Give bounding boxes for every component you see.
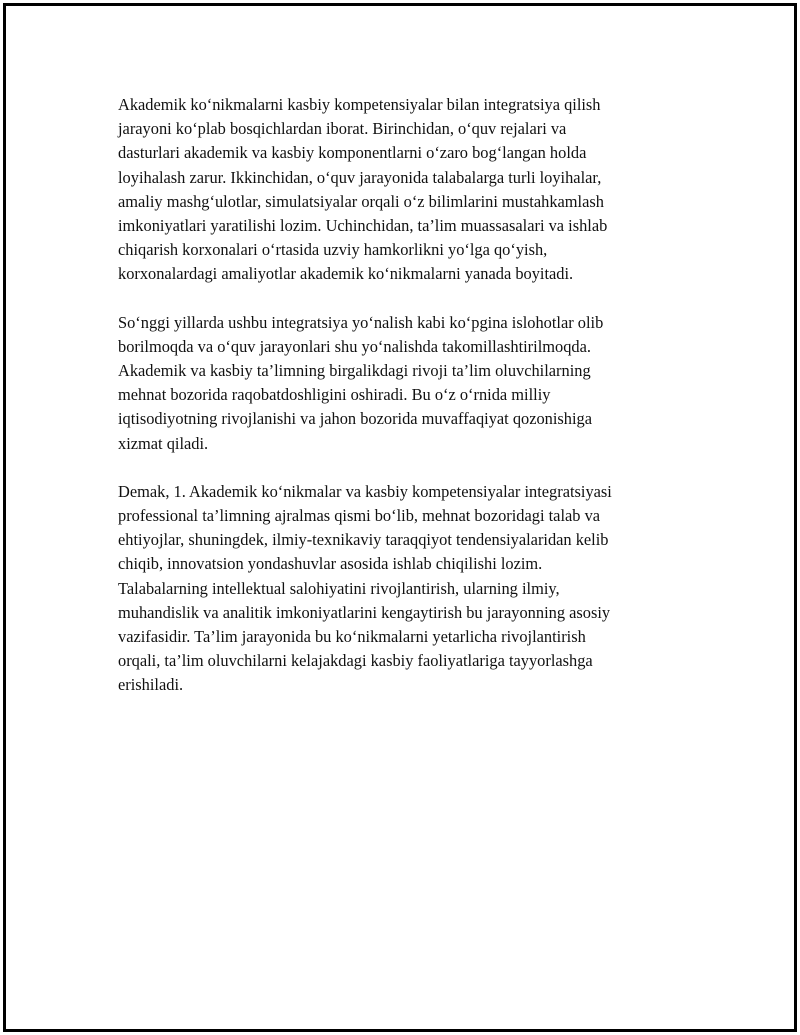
text-line: dasturlari akademik va kasbiy komponentlarni o‘zaro bog‘langan holda <box>118 143 587 163</box>
text-line: muhandislik va analitik imkoniyatlarini kengaytirish bu jarayonning asosiy <box>118 602 611 622</box>
text-line: vazifasidir. Ta’lim jarayonida bu ko‘nikmalarni yetarlicha rivojlantirish <box>118 627 586 647</box>
text-line: chiqib, innovatsion yondashuvlar asosida ishlab chiqilishi lozim. <box>118 554 543 574</box>
document-body <box>118 93 683 722</box>
text-line: borilmoqda va o‘quv jarayonlari shu yo‘nalishda takomillashtirilmoqda. <box>118 336 591 356</box>
paragraph-2 <box>118 311 683 456</box>
text-line: Demak, 1. Akademik ko‘nikmalar va kasbiy kompetensiyalar integratsiyasi <box>118 481 612 501</box>
text-line: xizmat qiladi. <box>118 433 209 453</box>
text-line: korxonalardagi amaliyotlar akademik ko‘nikmalarni yanada boyitadi. <box>118 264 574 284</box>
text-line: ehtiyojlar, shuningdek, ilmiy-texnikaviy taraqqiyot tendensiyalaridan kelib <box>118 530 609 550</box>
text-line: jarayoni ko‘plab bosqichlardan iborat. Birinchidan, o‘quv rejalari va <box>118 119 567 139</box>
paragraph-3 <box>118 480 683 698</box>
text-line: erishiladi. <box>118 675 184 695</box>
text-line: Akademik va kasbiy ta’limning birgalikdagi rivoji ta’lim oluvchilarning <box>118 361 591 381</box>
text-line: So‘nggi yillarda ushbu integratsiya yo‘nalish kabi ko‘pgina islohotlar olib <box>118 312 604 332</box>
text-line: loyihalash zarur. Ikkinchidan, o‘quv jarayonida talabalarga turli loyihalar, <box>118 167 602 187</box>
text-line: amaliy mashg‘ulotlar, simulatsiyalar orqali o‘z bilimlarini mustahkamlash <box>118 191 604 211</box>
text-line: mehnat bozorida raqobatdoshligini oshiradi. Bu o‘z o‘rnida milliy <box>118 385 551 405</box>
text-line: Akademik ko‘nikmalarni kasbiy kompetensiyalar bilan integratsiya qilish <box>118 95 601 114</box>
text-line: chiqarish korxonalari o‘rtasida uzviy hamkorlikni yo‘lga qo‘yish, <box>118 240 548 260</box>
text-line: Talabalarning intellektual salohiyatini rivojlantirish, ularning ilmiy, <box>118 578 560 598</box>
text-line: professional ta’limning ajralmas qismi bo‘lib, mehnat bozoridagi talab va <box>118 506 601 526</box>
text-line: orqali, ta’lim oluvchilarni kelajakdagi kasbiy faoliyatlariga tayyorlashga <box>118 651 593 671</box>
paragraph-1 <box>118 93 683 287</box>
text-line: iqtisodiyotning rivojlanishi va jahon bozorida muvaffaqiyat qozonishiga <box>118 409 593 429</box>
text-line: imkoniyatlari yaratilishi lozim. Uchinchidan, ta’lim muassasalari va ishlab <box>118 216 608 236</box>
